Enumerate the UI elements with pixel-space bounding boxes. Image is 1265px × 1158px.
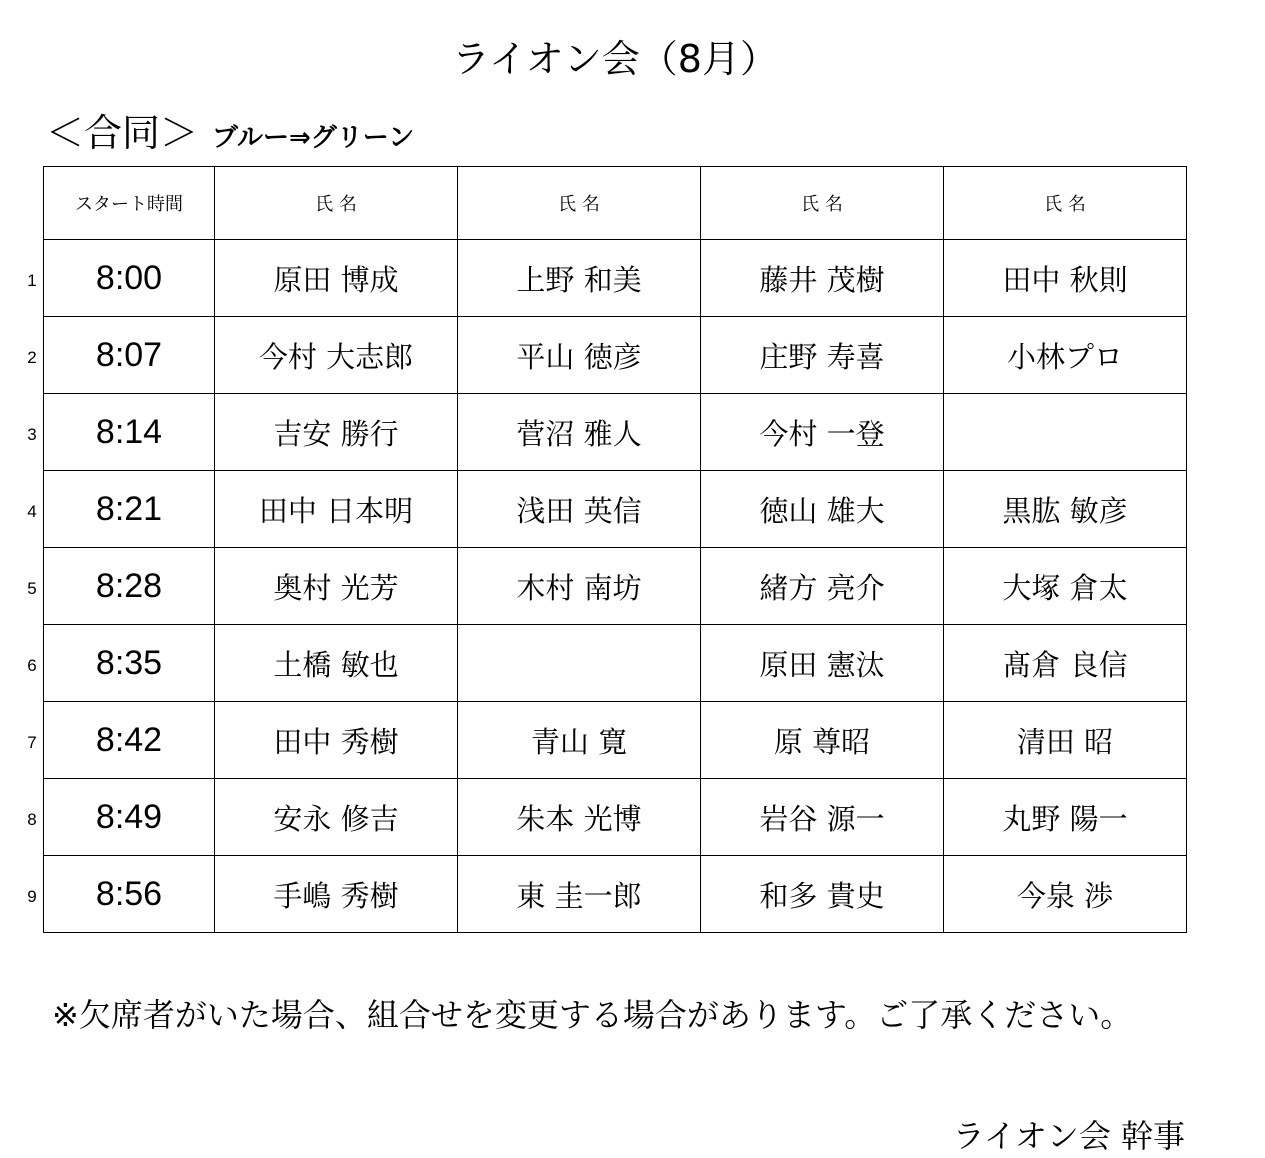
header-name: 氏 名 <box>458 167 701 240</box>
player-name-cell: 小林プロ <box>944 317 1187 394</box>
player-name-cell: 上野 和美 <box>458 240 701 317</box>
start-time-cell: 8:00 <box>44 240 215 317</box>
player-name-cell: 緒方 亮介 <box>701 548 944 625</box>
notice-text: ※欠席者がいた場合、組合せを変更する場合があります。ご了承ください。 <box>52 996 1133 1034</box>
row-number: 6 <box>27 656 37 675</box>
player-name-cell: 東 圭一郎 <box>458 856 701 933</box>
player-name-cell: 田中 日本明 <box>215 471 458 548</box>
course-label: ブルー⇒グリーン <box>212 123 415 153</box>
player-name-cell: 土橋 敏也 <box>215 625 458 702</box>
player-name-cell: 藤井 茂樹 <box>701 240 944 317</box>
player-name-cell: 原田 博成 <box>215 240 458 317</box>
table-row <box>44 856 1187 933</box>
start-time-cell: 8:28 <box>44 548 215 625</box>
row-number: 9 <box>27 887 37 906</box>
signature: ライオン会 幹事 <box>952 1117 1185 1155</box>
player-name-cell <box>944 394 1187 471</box>
player-name-cell: 原田 憲汰 <box>701 625 944 702</box>
player-name-cell: 平山 徳彦 <box>458 317 701 394</box>
player-name-cell: 徳山 雄大 <box>701 471 944 548</box>
player-name-cell: 大塚 倉太 <box>944 548 1187 625</box>
player-name-cell: 青山 寛 <box>458 702 701 779</box>
player-name-cell: 今村 一登 <box>701 394 944 471</box>
player-name-cell: 髙倉 良信 <box>944 625 1187 702</box>
table-row <box>44 702 1187 779</box>
table-row <box>44 548 1187 625</box>
row-number: 4 <box>27 502 37 521</box>
tee-time-table <box>43 166 1187 933</box>
player-name-cell: 田中 秋則 <box>944 240 1187 317</box>
player-name-cell: 朱本 光博 <box>458 779 701 856</box>
player-name-cell: 清田 昭 <box>944 702 1187 779</box>
player-name-cell: 手嶋 秀樹 <box>215 856 458 933</box>
start-time-cell: 8:14 <box>44 394 215 471</box>
player-name-cell: 丸野 陽一 <box>944 779 1187 856</box>
header-start-time: スタート時間 <box>44 167 215 240</box>
start-time-cell: 8:07 <box>44 317 215 394</box>
player-name-cell: 岩谷 源一 <box>701 779 944 856</box>
header-name: 氏 名 <box>701 167 944 240</box>
player-name-cell: 木村 南坊 <box>458 548 701 625</box>
group-label: ＜合同＞ <box>46 111 199 155</box>
table-row <box>44 394 1187 471</box>
header-name: 氏 名 <box>215 167 458 240</box>
row-number: 1 <box>27 271 37 290</box>
table-row <box>44 240 1187 317</box>
row-number: 8 <box>27 810 37 829</box>
table-row <box>44 471 1187 548</box>
start-time-cell: 8:56 <box>44 856 215 933</box>
player-name-cell: 今泉 渉 <box>944 856 1187 933</box>
player-name-cell: 浅田 英信 <box>458 471 701 548</box>
table-row <box>44 317 1187 394</box>
start-time-cell: 8:35 <box>44 625 215 702</box>
player-name-cell: 原 尊昭 <box>701 702 944 779</box>
row-number: 2 <box>27 348 37 367</box>
player-name-cell: 田中 秀樹 <box>215 702 458 779</box>
row-number: 7 <box>27 733 37 752</box>
player-name-cell: 和多 貴史 <box>701 856 944 933</box>
player-name-cell: 奥村 光芳 <box>215 548 458 625</box>
table-header-row <box>44 167 1187 240</box>
row-number: 5 <box>27 579 37 598</box>
table-row <box>44 779 1187 856</box>
row-number: 3 <box>27 425 37 444</box>
player-name-cell: 今村 大志郎 <box>215 317 458 394</box>
start-time-cell: 8:21 <box>44 471 215 548</box>
table-row <box>44 625 1187 702</box>
player-name-cell: 吉安 勝行 <box>215 394 458 471</box>
start-time-cell: 8:42 <box>44 702 215 779</box>
player-name-cell: 黒肱 敏彦 <box>944 471 1187 548</box>
page-title: ライオン会（8月） <box>452 37 778 81</box>
player-name-cell: 安永 修吉 <box>215 779 458 856</box>
start-time-cell: 8:49 <box>44 779 215 856</box>
group-heading <box>46 108 414 158</box>
player-name-cell: 菅沼 雅人 <box>458 394 701 471</box>
header-name: 氏 名 <box>944 167 1187 240</box>
player-name-cell <box>458 625 701 702</box>
player-name-cell: 庄野 寿喜 <box>701 317 944 394</box>
